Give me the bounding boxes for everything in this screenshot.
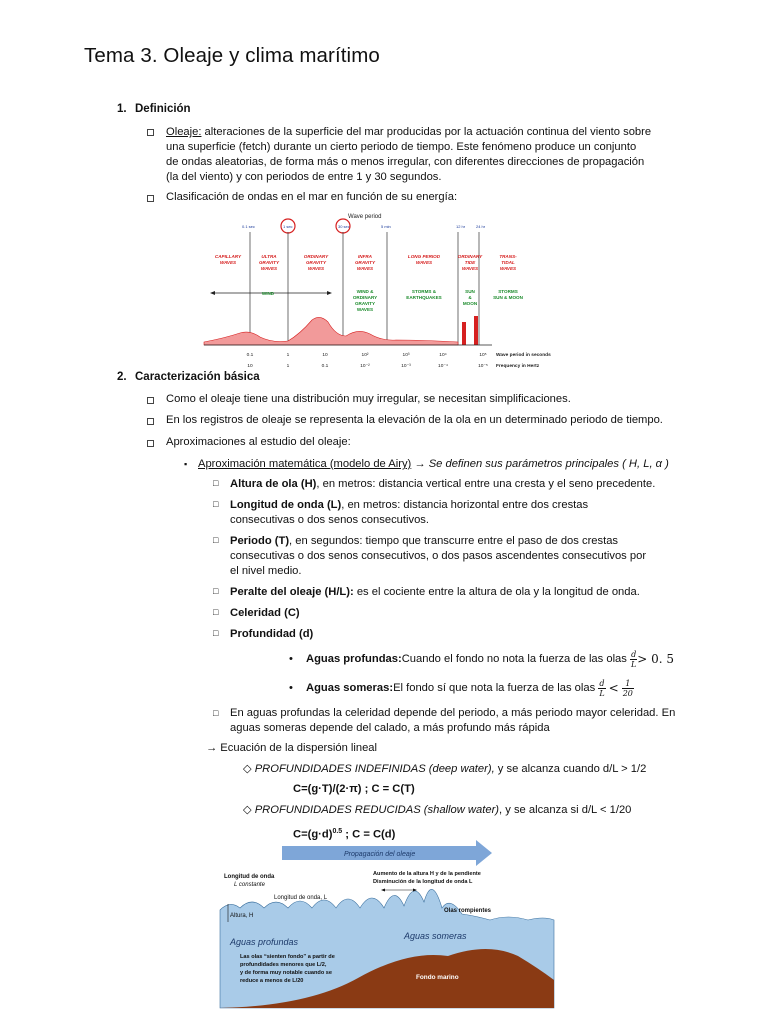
aguas-someras: Aguas someras: El fondo sí que nota la fuerza de las olas $\frac{d}{L}$ < $\frac{1}{20}$ xyxy=(306,678,633,698)
force-label: SUN & MOON xyxy=(493,295,523,300)
formula-deep: C=(g·T)/(2·π) ; C = C(T) xyxy=(293,783,415,795)
x-period-label: Wave period in seconds xyxy=(496,353,551,358)
band-label: ORDINARY xyxy=(303,254,329,259)
profundidad: Profundidad (d) xyxy=(230,628,314,640)
force-label: SUN xyxy=(465,289,475,294)
top-tick: 24 hr xyxy=(476,224,486,229)
celeridad: Celeridad (C) xyxy=(230,607,300,619)
top-tick: 5 min xyxy=(381,224,391,229)
top-tick: 30 sec xyxy=(338,224,350,229)
x-freq-tick: 1 xyxy=(286,364,290,369)
force-label: STORMS xyxy=(498,289,518,294)
force-label: EARTHQUAKES xyxy=(406,295,442,300)
band-label: WAVES xyxy=(260,266,278,271)
label-lon-const: L constante xyxy=(234,882,265,888)
band-label: CAPILLARY xyxy=(214,254,242,259)
force-label: WAVES xyxy=(356,307,374,312)
checkbox-bullet-icon: □ xyxy=(213,628,219,638)
label-sienten: Las olas “sienten fondo” a partir de xyxy=(240,954,335,960)
checkbox-bullet-icon: □ xyxy=(213,478,219,488)
force-label: WIND xyxy=(261,291,275,296)
band-label: INFRA xyxy=(357,254,373,259)
x-freq-label: Frequency in Hertz xyxy=(496,364,540,369)
top-tick: 0.1 sec xyxy=(242,224,255,229)
checkbox-bullet-icon: □ xyxy=(213,586,219,596)
band-label: WAVES xyxy=(219,260,237,265)
band-label: GRAVITY xyxy=(258,260,280,265)
bullet-icon xyxy=(147,417,154,428)
section-heading-definicion: 1. Definición xyxy=(117,103,191,115)
propagation-label: Propagación del oleaje xyxy=(344,851,416,858)
ecuacion-dispersion: → Ecuación de la dispersión lineal xyxy=(206,742,378,754)
label-lon-onda: Longitud de onda, L xyxy=(274,895,328,901)
band-label: ORDINARY xyxy=(457,254,483,259)
checkbox-bullet-icon: □ xyxy=(213,708,219,718)
band-label: WAVES xyxy=(499,266,517,271)
label-altura: Altura, H xyxy=(230,913,254,919)
square-bullet-icon: ▪ xyxy=(184,459,188,469)
carac-bullet-2: En los registros de oleaje se representa la elevación de la ola en un determinado periodo de tiempo. xyxy=(166,414,663,426)
x-period-tick: 10³ xyxy=(402,353,410,358)
force-label: & xyxy=(468,295,472,300)
x-period-tick: 10⁵ xyxy=(479,353,487,358)
label-sienten: y de forma muy notable cuando se xyxy=(240,970,333,976)
band-label: TRANS- xyxy=(499,254,517,259)
bullet-icon xyxy=(147,439,154,450)
checkbox-bullet-icon: □ xyxy=(213,499,219,509)
aguas-profundas: Aguas profundas: Cuando el fondo no nota la fuerza de las olas $\frac{d}{L}$ > 0. 5 xyxy=(306,649,675,669)
top-tick: 1 sec xyxy=(283,224,293,229)
band-label: WAVES xyxy=(415,260,433,265)
section-heading-caracterizacion: 2. Caracterización básica xyxy=(117,371,260,383)
x-period-tick: 10² xyxy=(361,353,369,358)
carac-bullet-1: Como el oleaje tiene una distribución muy irregular, se necesitan simplificaciones. xyxy=(166,393,571,405)
peralte: Peralte del oleaje (H/L): es el cociente entre la altura de ola y la longitud de onda. xyxy=(230,586,640,598)
checkbox-bullet-icon: □ xyxy=(213,607,219,617)
x-freq-tick: 10 xyxy=(247,364,253,369)
wave-spectrum-figure xyxy=(200,210,580,372)
oleaje-definition: Oleaje: alteraciones de la superficie del mar producidas por la actuación continua del viento sobre una superficie (fetch) durante un cierto periodo de tiempo. Este fenómeno produce un conjunto de ondas aleatorias, de forma más o menos irregular, con diferentes direcciones de propagación (la del viento) y con periodos de entre 1 y 30 segundos. xyxy=(166,126,652,183)
force-label: WIND & xyxy=(356,289,374,294)
band-label: WAVES xyxy=(307,266,325,271)
top-tick: 12 hr xyxy=(456,224,466,229)
x-freq-tick: 0.1 xyxy=(321,364,329,369)
celeridad-profundidad: En aguas profundas la celeridad depende del periodo, a más periodo mayor celeridad. En aguas someras depende del calado, a más profundo más rápida xyxy=(230,707,676,734)
clasificacion-text: Clasificación de ondas en el mar en función de su energía: xyxy=(166,191,458,203)
carac-bullet-3: Aproximaciones al estudio del oleaje: xyxy=(166,436,351,448)
band-label: GRAVITY xyxy=(354,260,376,265)
dot-bullet-icon: • xyxy=(289,653,293,665)
profundidades-indefinidas: ◇ PROFUNDIDADES INDEFINIDAS (deep water), y se alcanza cuando d/L > 1/2 xyxy=(243,763,647,775)
energy-curve xyxy=(204,317,458,345)
x-freq-tick: 10⁻² xyxy=(360,364,370,369)
bullet-icon xyxy=(147,396,154,407)
checkbox-bullet-icon: □ xyxy=(213,535,219,545)
band-label: TIDAL xyxy=(501,260,515,265)
band-label: WAVES xyxy=(461,266,479,271)
label-rompientes: Olas rompientes xyxy=(444,908,492,914)
longitud-onda: Longitud de onda (L), en metros: distancia horizontal entre dos crestas consecutivas o dos senos consecutivos. xyxy=(230,499,589,526)
label-aumento: Disminución de la longitud de onda L xyxy=(373,879,473,885)
formula-shallow: $C=(g\cdot d)^{0.5}$ ; C = C(d) xyxy=(293,828,396,841)
band-label: TIDE xyxy=(464,260,476,265)
dot-bullet-icon: • xyxy=(289,682,293,694)
x-period-tick: 10 xyxy=(322,353,328,358)
page-title: Tema 3. Oleaje y clima marítimo xyxy=(84,44,380,67)
band-label: GRAVITY xyxy=(305,260,327,265)
label-lon-const: Longitud de onda xyxy=(224,874,275,880)
x-freq-tick: 10⁻⁴ xyxy=(438,364,448,369)
bullet-icon xyxy=(147,128,154,139)
wave-period-label: Wave period xyxy=(348,214,382,220)
band-label: ULTRA xyxy=(261,254,277,259)
band-label: WAVES xyxy=(356,266,374,271)
altura-ola: Altura de ola (H), en metros: distancia vertical entre una cresta y el seno precedente. xyxy=(230,478,656,490)
label-aguas-someras: Aguas someras xyxy=(404,931,467,941)
bullet-icon xyxy=(147,194,154,205)
label-fondo: Fondo marino xyxy=(416,974,459,981)
x-period-tick: 1 xyxy=(286,353,290,358)
force-label: MOON xyxy=(462,301,478,306)
force-label: STORMS & xyxy=(411,289,437,294)
airy-approx: Aproximación matemática (modelo de Airy) → Se definen sus parámetros principales ( H, L, α ) xyxy=(198,458,669,470)
x-period-tick: 0.1 xyxy=(246,353,254,358)
band-label: LONG PERIOD xyxy=(407,254,441,259)
x-freq-tick: 10⁻³ xyxy=(401,364,411,369)
force-label: ORDINARY xyxy=(352,295,378,300)
label-aguas-profundas: Aguas profundas xyxy=(230,937,299,947)
label-sienten: profundidades menores que L/2, xyxy=(240,962,327,968)
shoaling-diagram xyxy=(218,838,558,1010)
force-label: GRAVITY xyxy=(354,301,376,306)
x-freq-tick: 10⁻⁵ xyxy=(478,364,488,369)
label-sienten: reduce a menos de L/20 xyxy=(240,978,304,984)
profundidades-reducidas: ◇ PROFUNDIDADES REDUCIDAS (shallow water), y se alcanza si d/L < 1/20 xyxy=(243,804,632,816)
x-period-tick: 10⁴ xyxy=(439,353,447,358)
label-aumento: Aumento de la altura H y de la pendiente xyxy=(373,871,481,877)
periodo: Periodo (T), en segundos: tiempo que transcurre entre el paso de dos crestas consecutivas o dos senos consecutivos, o dos pasos ascendentes consecutivos por el nivel medio. xyxy=(230,535,647,577)
tide-spike xyxy=(474,316,478,345)
tide-spike xyxy=(462,322,466,345)
